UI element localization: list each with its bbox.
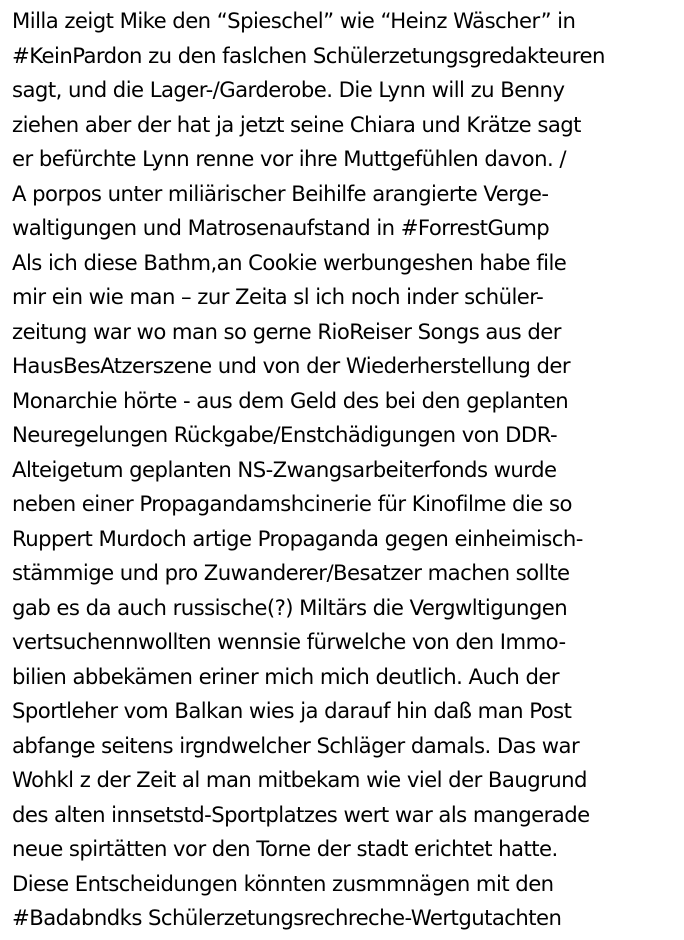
text-line: stämmige und pro Zuwanderer/Besatzer machen sollte (12, 560, 570, 585)
text-line: Neuregelungen Rückgabe/Enstchädigungen von DDR- (12, 422, 558, 447)
text-line: waltigungen und Matrosenaufstand in #ForrestGump (12, 215, 550, 240)
text-line: Alteigetum geplanten NS-Zwangsarbeiterfonds wurde (12, 456, 557, 482)
text-line: sagt, und die Lager-/Garderobe. Die Lynn will zu Benny (12, 77, 565, 102)
text-line: zeitung war wo man so gerne RioReiser Songs aus der (12, 318, 561, 344)
text-line: Sportleher vom Balkan wies ja darauf hin daß man Post (12, 698, 572, 723)
text-line: neben einer Propagandamshcinerie für Kinofilme die so (12, 491, 572, 516)
body-text (12, 4, 680, 936)
text-line: mir ein wie man – zur Zeita sl ich noch inder schüler- (12, 284, 544, 309)
text-line: Ruppert Murdoch artige Propaganda gegen einheimisch- (12, 525, 583, 551)
text-line: bilien abbekämen eriner mich mich deutlich. Auch der (12, 663, 560, 689)
text-line: ziehen aber der hat ja jetzt seine Chiara und Krätze sagt (12, 111, 581, 137)
text-line: Monarchie hörte - aus dem Geld des bei den geplanten (12, 387, 569, 413)
text-line: HausBesAtzerszene und von der Wiederherstellung der (12, 353, 571, 378)
text-line: Milla zeigt Mike den “Spieschel” wie “Heinz Wäscher” in (12, 8, 576, 33)
text-line: neue spirtätten vor den Torne der stadt erichtet hatte. (12, 836, 558, 861)
text-line: abfange seitens irgndwelcher Schläger damals. Das war (12, 732, 580, 758)
text-line: #KeinPardon zu den faslchen Schülerzetungsgredakteuren (12, 42, 605, 68)
text-line: Als ich diese Bathm,an Cookie werbungeshen habe file (12, 249, 567, 275)
text-line: gab es da auch russische(?) Miltärs die Vergwltigungen (12, 594, 568, 620)
text-line: Diese Entscheidungen könnten zusmmnägen mit den (12, 870, 554, 896)
text-line: Wohkl z der Zeit al man mitbekam wie viel der Baugrund (12, 767, 587, 792)
text-line: A porpos unter miliärischer Beihilfe arangierte Verge- (12, 180, 549, 206)
text-line: vertsuchennwollten wennsie fürwelche von den Immo- (12, 629, 566, 654)
text-line: #Badabndks Schülerzetungsrechreche-Wertgutachten (12, 905, 562, 930)
text-line: des alten innsetstd-Sportplatzes wert war als mangerade (12, 801, 590, 827)
text-line: er befürchte Lynn renne vor ihre Muttgefühlen davon. / (12, 146, 566, 171)
